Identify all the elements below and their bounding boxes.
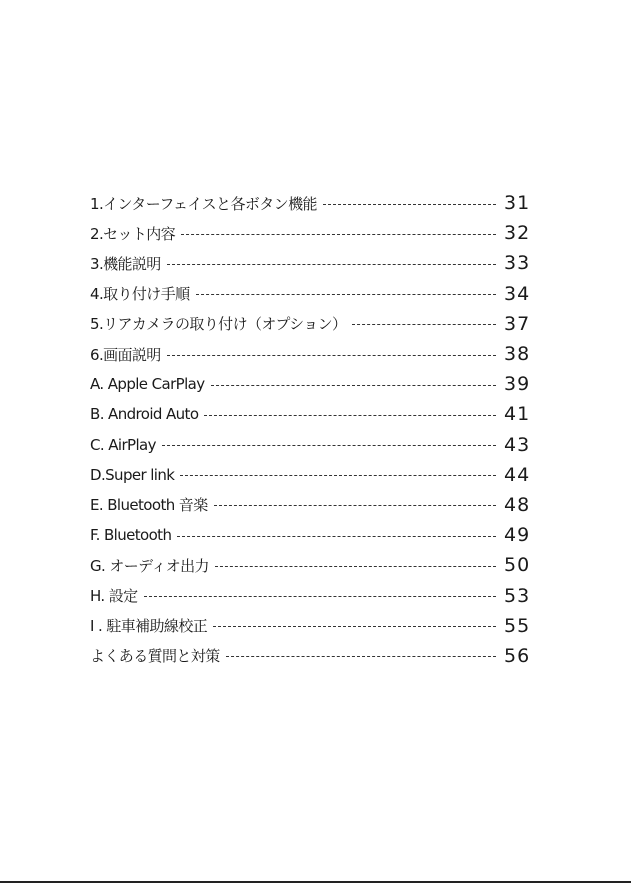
toc-entry-title: A. Apple CarPlay (90, 375, 205, 394)
toc-entry-title: C. AirPlay (90, 435, 156, 454)
toc-dot-leader (167, 264, 496, 265)
toc-entry-title: よくある質問と対策 (90, 647, 220, 666)
toc-dot-leader (352, 324, 496, 325)
toc-page-number: 50 (504, 554, 531, 577)
toc-page-number: 55 (504, 614, 531, 637)
toc-entry-title: 1.インターフェイスと各ボタン機能 (90, 194, 317, 213)
toc-entry-title: 4.取り付け手順 (90, 285, 190, 304)
toc-page-number: 43 (504, 433, 531, 456)
toc-dot-leader (162, 445, 496, 446)
toc-entry-title: 5.リアカメラの取り付け（オプション） (90, 315, 347, 334)
toc-entry-package-contents[interactable] (90, 218, 530, 248)
toc-entry-title: E. Bluetooth 音楽 (90, 496, 208, 515)
toc-dot-leader (215, 566, 496, 567)
toc-dot-leader (226, 656, 496, 657)
toc-page-number: 37 (504, 312, 531, 335)
toc-entry-android-auto[interactable] (90, 399, 530, 429)
toc-entry-bluetooth[interactable] (90, 520, 530, 550)
table-of-contents (90, 188, 530, 671)
toc-entry-title: 3.機能説明 (90, 254, 161, 273)
toc-dot-leader (214, 505, 496, 506)
toc-entry-title: G. オーディオ出力 (90, 556, 209, 575)
toc-entry-title: 6.画面説明 (90, 345, 161, 364)
toc-page-number: 56 (504, 644, 531, 667)
toc-dot-leader (167, 355, 496, 356)
toc-entry-screen[interactable] (90, 339, 530, 369)
toc-page-number: 49 (504, 524, 531, 547)
toc-dot-leader (196, 294, 496, 295)
toc-entry-airplay[interactable] (90, 430, 530, 460)
toc-dot-leader (180, 475, 496, 476)
toc-page-number: 48 (504, 493, 531, 516)
toc-entry-faq[interactable] (90, 641, 530, 671)
toc-dot-leader (177, 536, 496, 537)
toc-page-number: 44 (504, 463, 531, 486)
toc-dot-leader (144, 596, 496, 597)
toc-page-number: 31 (504, 192, 531, 215)
toc-entry-parking-guide-calibration[interactable] (90, 611, 530, 641)
toc-page-number: 32 (504, 222, 531, 245)
toc-page-number: 34 (504, 282, 531, 305)
toc-entry-title: B. Android Auto (90, 405, 199, 424)
toc-entry-interface[interactable] (90, 188, 530, 218)
toc-page-number: 39 (504, 373, 531, 396)
toc-entry-audio-output[interactable] (90, 550, 530, 580)
toc-dot-leader (213, 626, 496, 627)
toc-dot-leader (211, 385, 496, 386)
toc-page-number: 41 (504, 403, 531, 426)
toc-entry-title: 2.セット内容 (90, 224, 176, 243)
toc-entry-installation[interactable] (90, 279, 530, 309)
toc-entry-rear-camera[interactable] (90, 309, 530, 339)
toc-entry-apple-carplay[interactable] (90, 369, 530, 399)
toc-entry-settings[interactable] (90, 580, 530, 610)
toc-entry-super-link[interactable] (90, 460, 530, 490)
toc-entry-bluetooth-music[interactable] (90, 490, 530, 520)
toc-page-number: 53 (504, 584, 531, 607)
toc-entry-title: I . 駐車補助線校正 (90, 617, 208, 636)
toc-dot-leader (181, 234, 496, 235)
toc-dot-leader (204, 415, 496, 416)
toc-entry-title: H. 設定 (90, 587, 138, 606)
toc-entry-title: F. Bluetooth (90, 526, 172, 545)
toc-dot-leader (323, 204, 496, 205)
toc-page-number: 38 (504, 343, 531, 366)
toc-entry-title: D.Super link (90, 465, 175, 484)
toc-page-number: 33 (504, 252, 531, 275)
toc-entry-functions[interactable] (90, 248, 530, 278)
